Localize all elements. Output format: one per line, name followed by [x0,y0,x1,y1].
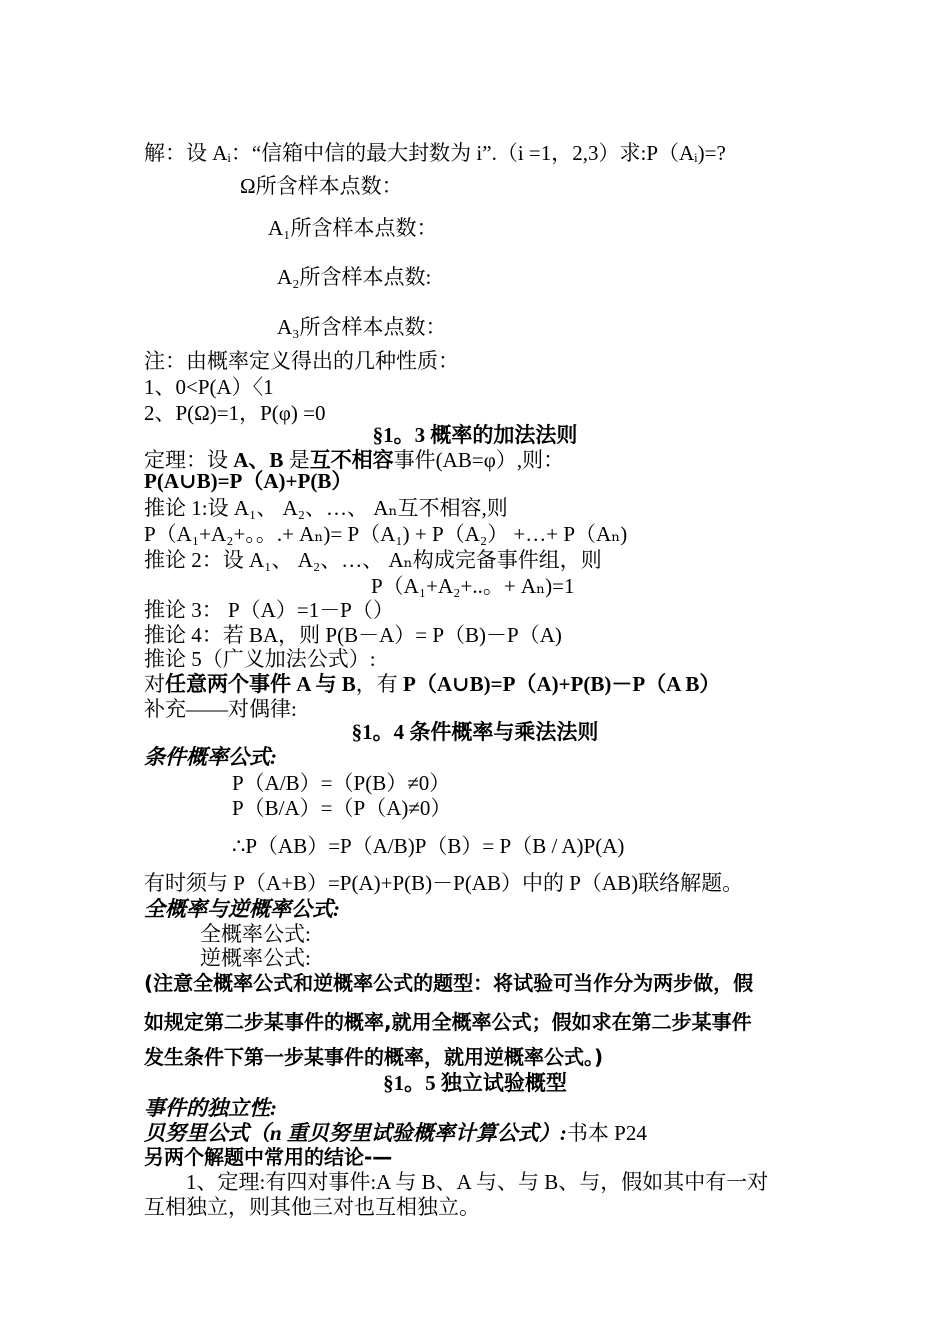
generalized-formula: P（A∪B)=P（A)+P(B)－P（A B） [403,672,721,696]
text-line [232,797,451,820]
text-line-content: 有时须与 P（A+B）=P(A)+P(B)－P(AB）中的 P（AB)联络解题。 [144,871,744,895]
text-line-content: 事件的独立性: [144,1096,277,1120]
section-heading-1-4: §1。4 条件概率与乘法法则 [351,720,599,744]
text-line-content: 1、0<P(A）〈1 [144,375,274,399]
text-line [144,1046,603,1068]
text-line-content: 条件概率公式: [144,745,277,769]
text-line-content: 推论 4：若 BA，则 P(B－A）= P（B)－P（A) [144,623,562,647]
text-line-content: P（A/B）=（P(B）≠0） [232,771,451,795]
text-line-content: 全概率公式: [200,922,311,946]
text-line-content: A₂所含样本点数: [277,265,432,289]
theorem-prefix: 定理：设 [144,448,234,472]
text-line [200,947,311,970]
text-line [144,402,326,425]
text-line [144,497,508,520]
generalized-addition-formula [144,673,720,696]
theorem-mid: 是 [283,448,310,472]
text-line-content: 互相独立，则其他三对也互相独立。 [144,1195,480,1219]
text-line-content: Ω所含样本点数： [240,174,403,198]
text-line-content: 推论 3： P（A）=1－P（） [144,598,394,622]
text-line-content: 推论 2：设 A₁、 A₂、…、 Aₙ构成完备事件组，则 [144,548,602,572]
text-line [144,624,562,647]
text-line-content: P（A₁+A₂+。。.+ Aₙ)= P（A₁) + P（A₂） +…+ P（Aₙ) [144,522,628,546]
text-line [144,1011,752,1033]
text-line-content: 2、P(Ω)=1，P(φ) =0 [144,401,326,425]
text-line-content: 补充——对偶律: [144,697,297,721]
text-line [144,376,274,399]
text-line [144,648,376,671]
generalized-bold: 任意两个事件 A 与 B [165,672,356,696]
text-line [232,772,450,795]
text-line-content: P(A∪B)=P（A)+P(B） [144,469,353,493]
text-line-content: 解：设 Aᵢ：“信箱中信的最大封数为 i”.（i =1，2,3）求:P（Aᵢ)=? [144,141,726,165]
text-line [144,898,340,921]
text-line [371,575,575,598]
generalized-pre: 对 [144,672,165,696]
section-heading-1-3: §1。3 概率的加法法则 [372,423,578,447]
text-line-content: (注意全概率公式和逆概率公式的题型：将试验可当作分为两步做，假 [144,971,754,995]
theorem-suffix: 事件(AB=φ）,则： [393,448,565,472]
text-line-content: 全概率与逆概率公式: [144,897,340,921]
text-line-content: 1、定理:有四对事件:A 与 B、A 与、与 B、与，假如其中有一对 [186,1170,769,1194]
text-line-content: 推论 5（广义加法公式）: [144,647,376,671]
text-line-content: A₃所含样本点数： [277,315,447,339]
theorem-mutex: 互不相容 [309,448,394,472]
text-line-suffix: 书本 P24 [566,1121,647,1145]
text-line [144,523,627,546]
text-line [240,175,403,198]
text-line [144,142,726,165]
text-line-content: 发生条件下第一步某事件的概率，就用逆概率公式。) [144,1045,604,1069]
text-line [144,599,394,622]
text-line [144,1196,480,1219]
text-line-content: 逆概率公式: [200,946,311,970]
text-line [144,698,297,721]
text-line [144,1146,392,1168]
theorem-line [144,449,564,472]
text-line [144,549,602,572]
text-line-content: P（B/A）=（P（A)≠0） [232,796,452,820]
text-line-content: 如规定第二步某事件的概率,就用全概率公式；假如求在第二步某事件 [144,1010,752,1034]
text-line-content: 贝努里公式（n 重贝努里试验概率计算公式）: [144,1121,567,1145]
text-line-content: 另两个解题中常用的结论-— [144,1145,393,1169]
text-line [144,972,753,994]
theorem-ab: A、B [233,448,284,472]
text-line [277,266,431,289]
text-line [144,1122,647,1145]
text-line [144,872,743,895]
text-line [144,350,459,373]
text-line-content: 注：由概率定义得出的几种性质： [144,349,459,373]
text-line [186,1171,768,1194]
section-heading-1-5: §1。5 独立试验概型 [383,1071,567,1095]
text-line-content: 推论 1:设 A₁、 A₂、…、 Aₙ互不相容,则 [144,496,508,520]
text-line [200,923,311,946]
text-line [144,746,277,769]
text-line [144,470,352,493]
text-line-content: P（A₁+A₂+..。+ Aₙ)=1 [371,574,575,598]
generalized-mid: ，有 [355,672,404,696]
text-line [268,217,438,240]
text-line [144,1097,277,1120]
text-line [232,835,624,858]
text-line-content: A₁所含样本点数： [268,216,438,240]
text-line-content: ∴P（AB）=P（A/B)P（B）= P（B / A)P(A) [232,834,625,858]
text-line [277,316,447,339]
